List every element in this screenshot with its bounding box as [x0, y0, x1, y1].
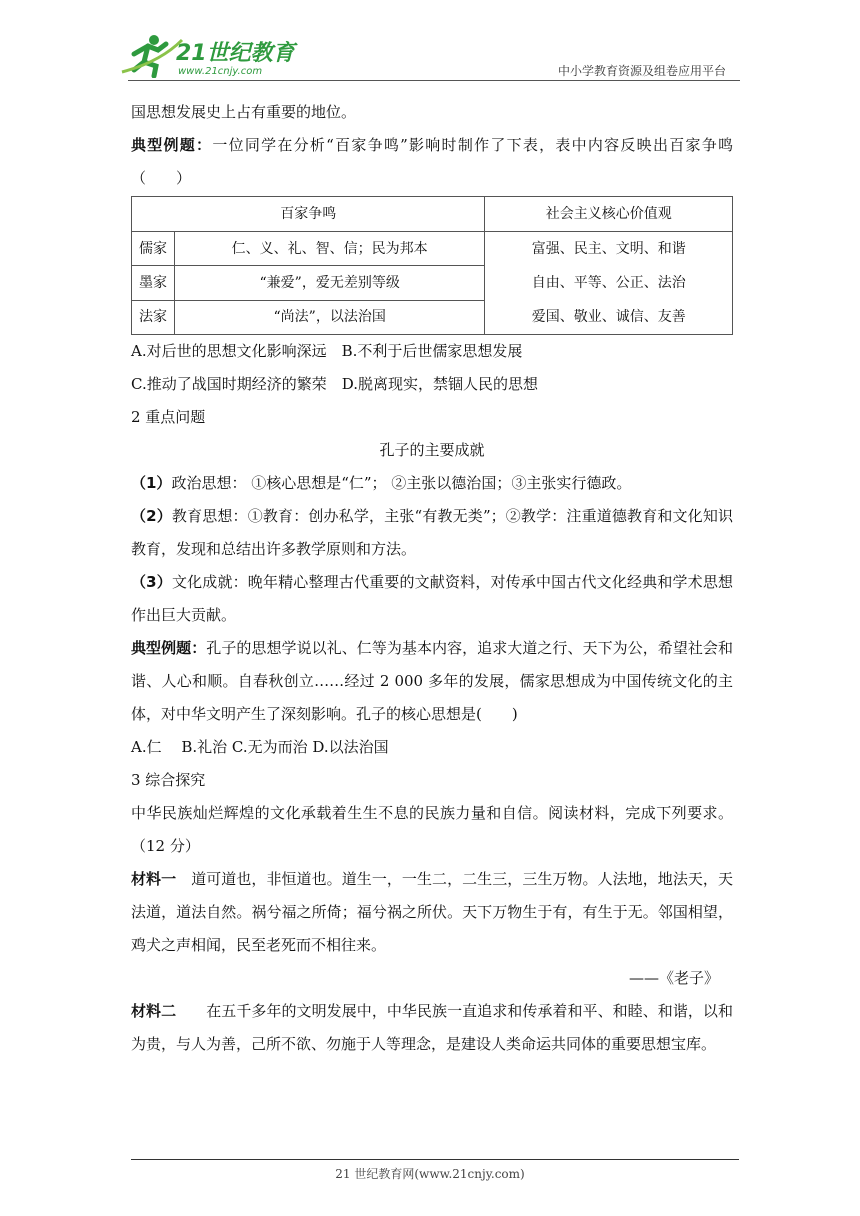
paragraph: 国思想发展史上占有重要的地位。 — [131, 103, 357, 121]
table-header-right: 社会主义核心价值观 — [485, 197, 733, 232]
table-cell-content: “尚法”，以法治国 — [174, 300, 484, 334]
point-text: 政治思想： ①核心思想是“仁”； ②主张以德治国；③主张实行德政。 — [171, 474, 632, 492]
material-2 — [131, 995, 733, 1061]
logo-url: www.21cnjy.com — [178, 66, 263, 77]
section-heading-3: 3 综合探究 — [131, 771, 206, 789]
platform-name: 中小学教育资源及组卷应用平台 — [557, 64, 726, 78]
options-ab: A.对后世的思想文化影响深远 B.不利于后世儒家思想发展 — [131, 342, 523, 360]
point-number: （3） — [131, 573, 172, 591]
logo-text: 21世纪教育 — [176, 41, 295, 66]
value-line: 自由、平等、公正、法治 — [531, 275, 686, 291]
table-cell-values — [485, 232, 733, 335]
section-title: 孔子的主要成就 — [379, 441, 485, 459]
table-cell-content: “兼爱”，爱无差别等级 — [174, 266, 484, 300]
main-content — [131, 96, 733, 1061]
table-cell-school: 儒家 — [132, 232, 175, 266]
example-label: 典型例题： — [131, 136, 213, 154]
table-cell-school: 墨家 — [132, 266, 175, 300]
table-row — [132, 232, 733, 266]
value-line: 爱国、敬业、诚信、友善 — [531, 309, 686, 325]
example-text: 一位同学在分析“百家争鸣”影响时制作了下表，表中内容反映出百家争鸣（ ） — [131, 136, 733, 187]
material-source: ——《老子》 — [628, 969, 719, 987]
options-cd: C.推动了战国时期经济的繁荣 D.脱离现实，禁锢人民的思想 — [131, 375, 538, 393]
key-point-1 — [131, 467, 733, 500]
example-label: 典型例题： — [131, 639, 207, 657]
material-label: 材料一 — [131, 870, 177, 888]
key-point-2 — [131, 500, 733, 566]
logo — [120, 32, 300, 78]
section-heading-2: 2 重点问题 — [131, 408, 206, 426]
example-question-1 — [131, 129, 733, 195]
table-cell-content: 仁、义、礼、智、信；民为邦本 — [174, 232, 484, 266]
example-question-2 — [131, 632, 733, 731]
header-divider — [128, 80, 740, 81]
point-text: 教育思想：①教育：创办私学，主张“有教无类”；②教学：注重道德教育和文化知识教育，发现和总结出许多教学原则和方法。 — [131, 507, 734, 558]
value-line: 富强、民主、文明、和谐 — [531, 241, 686, 257]
footer-divider — [131, 1159, 739, 1160]
page-header — [120, 32, 740, 82]
point-number: （2） — [131, 507, 172, 525]
comparison-table — [131, 196, 733, 335]
material-1 — [131, 863, 733, 962]
point-text: 文化成就：晚年精心整理古代重要的文献资料，对传承中国古代文化经典和学术思想作出巨大贡献。 — [131, 573, 734, 624]
runner-icon — [122, 35, 182, 76]
key-point-3 — [131, 566, 733, 632]
page-footer: 21 世纪教育网(www.21cnjy.com) — [335, 1167, 525, 1181]
material-label: 材料二 — [131, 1002, 177, 1020]
material-text: 在五千多年的文明发展中，中华民族一直追求和传承着和平、和睦、和谐，以和为贵，与人为善，己所不欲、勿施于人等理念，是建设人类命运共同体的重要思想宝库。 — [131, 1002, 733, 1053]
example-options: A.仁 B.礼治 C.无为而治 D.以法治国 — [131, 738, 389, 756]
material-text: 道可道也，非恒道也。道生一，一生二，二生三，三生万物。人法地，地法天，天法道，道法自然。祸兮福之所倚；福兮祸之所伏。天下万物生于有，有生于无。邻国相望，鸡犬之声相闻，民至老死而不相往来。 — [131, 870, 733, 954]
point-number: （1） — [131, 474, 172, 492]
table-cell-school: 法家 — [132, 300, 175, 334]
section-intro: 中华民族灿烂辉煌的文化承载着生生不息的民族力量和自信。阅读材料，完成下列要求。（12 分） — [131, 804, 733, 855]
example-text: 孔子的思想学说以礼、仁等为基本内容，追求大道之行、天下为公，希望社会和谐、人心和顺。自春秋创立……经过 2 000 多年的发展，儒家思想成为中国传统文化的主体，对中华文明产生了深刻影响。孔子的核心思想是( ) — [131, 639, 733, 723]
table-header-row — [132, 197, 733, 232]
table-header-left: 百家争鸣 — [132, 197, 485, 232]
